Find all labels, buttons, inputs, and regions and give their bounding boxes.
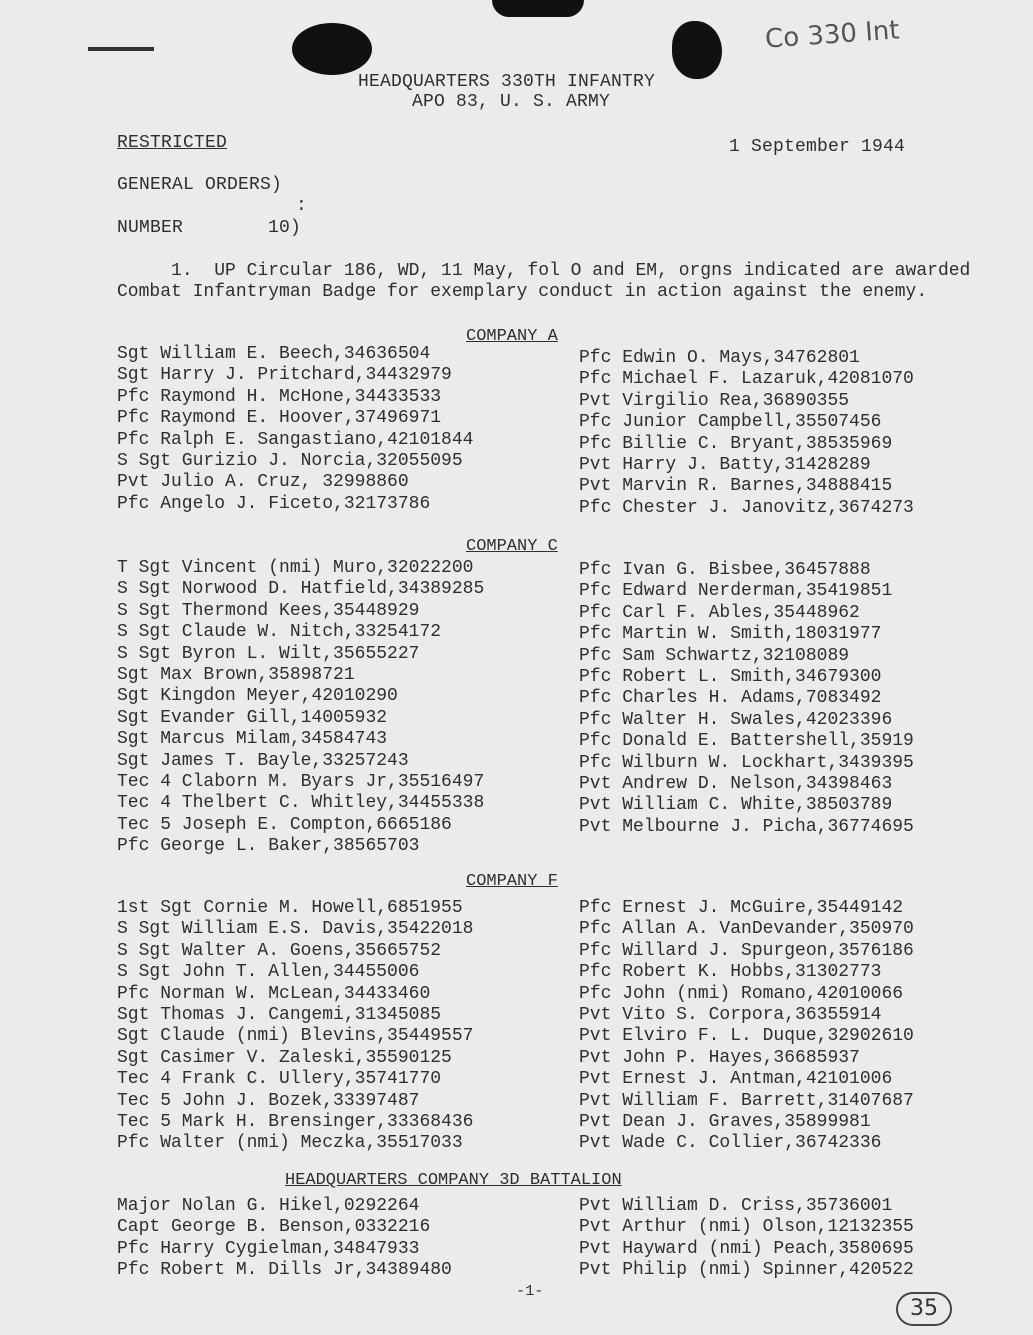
unit-heading: HEADQUARTERS 330TH INFANTRY xyxy=(358,72,656,92)
roster-entry: Pfc Edwin O. Mays,34762801 xyxy=(579,348,860,368)
roster-entry: Pfc Carl F. Ables,35448962 xyxy=(579,602,860,623)
company-f-right-list xyxy=(579,898,914,1155)
punch-hole-right xyxy=(672,21,722,79)
roster-entry: Sgt Max Brown,35898721 xyxy=(117,664,355,685)
roster-entry: Pfc Harry Cygielman,34847933 xyxy=(117,1238,420,1259)
roster-entry: Sgt Claude (nmi) Blevins,35449557 xyxy=(117,1026,474,1047)
roster-entry: Pvt Vito S. Corpora,36355914 xyxy=(579,1004,882,1025)
roster-entry: Pvt William C. White,38503789 xyxy=(579,795,893,816)
company-a-left-list xyxy=(117,344,473,515)
roster-entry: Pvt Harry J. Batty,31428289 xyxy=(579,454,871,475)
roster-entry: Pfc Robert K. Hobbs,31302773 xyxy=(579,962,882,983)
roster-entry: Pvt Elviro F. L. Duque,32902610 xyxy=(579,1026,914,1047)
page-number: -1- xyxy=(516,1283,544,1300)
roster-entry: Pvt Ernest J. Antman,42101006 xyxy=(579,1069,893,1090)
roster-entry: Tec 4 Claborn M. Byars Jr,35516497 xyxy=(117,771,485,792)
roster-entry: S Sgt Gurizio J. Norcia,32055095 xyxy=(117,450,463,471)
roster-entry: T Sgt Vincent (nmi) Muro,32022200 xyxy=(117,558,474,578)
roster-entry: S Sgt Norwood D. Hatfield,34389285 xyxy=(117,579,485,600)
roster-entry: Pfc Ralph E. Sangastiano,42101844 xyxy=(117,429,474,450)
roster-entry: S Sgt Byron L. Wilt,35655227 xyxy=(117,643,420,664)
roster-entry: Pfc Angelo J. Ficeto,32173786 xyxy=(117,493,431,514)
roster-entry: Pfc Ernest J. McGuire,35449142 xyxy=(579,898,904,918)
roster-entry: Pvt Andrew D. Nelson,34398463 xyxy=(579,773,893,794)
roster-entry: Pfc Ivan G. Bisbee,36457888 xyxy=(579,560,871,580)
roster-entry: Pfc George L. Baker,38565703 xyxy=(117,836,420,857)
roster-entry: Pfc Wilburn W. Lockhart,3439395 xyxy=(579,752,914,773)
hq-company-right-list xyxy=(579,1196,914,1282)
roster-entry: Pvt Wade C. Collier,36742336 xyxy=(579,1133,882,1154)
company-f-left-list xyxy=(117,898,473,1155)
roster-entry: Pfc Michael F. Lazaruk,42081070 xyxy=(579,369,914,390)
roster-entry: Pfc Donald E. Battershell,35919 xyxy=(579,731,914,752)
award-paragraph: 1. UP Circular 186, WD, 11 May, fol O and EM, orgns indicated are awarded Combat Infantryman Badge for exemplary conduct in action against the enemy. xyxy=(117,261,982,302)
roster-entry: Pfc Raymond H. McHone,34433533 xyxy=(117,386,442,407)
roster-entry: Pfc Willard J. Spurgeon,3576186 xyxy=(579,940,914,961)
roster-entry: Pfc Walter (nmi) Meczka,35517033 xyxy=(117,1133,463,1154)
roster-entry: Sgt James T. Bayle,33257243 xyxy=(117,750,409,771)
roster-entry: Pvt Hayward (nmi) Peach,3580695 xyxy=(579,1238,914,1259)
roster-entry: Pfc Chester J. Janovitz,3674273 xyxy=(579,497,914,518)
roster-entry: Pfc Junior Campbell,35507456 xyxy=(579,412,882,433)
ink-blot-top xyxy=(492,0,584,17)
roster-entry: Tec 4 Thelbert C. Whitley,34455338 xyxy=(117,793,485,814)
roster-entry: Pfc Edward Nerderman,35419851 xyxy=(579,581,893,602)
stamp-number: 35 xyxy=(896,1292,952,1326)
roster-entry: Pvt Dean J. Graves,35899981 xyxy=(579,1111,871,1132)
roster-entry: Sgt Kingdon Meyer,42010290 xyxy=(117,686,398,707)
classification-label: RESTRICTED xyxy=(117,133,228,153)
punch-hole-left xyxy=(292,23,372,75)
roster-entry: Pfc Billie C. Bryant,38535969 xyxy=(579,433,893,454)
handwritten-note: Co 330 Int xyxy=(764,15,901,55)
roster-entry: 1st Sgt Cornie M. Howell,6851955 xyxy=(117,898,463,918)
roster-entry: Sgt Harry J. Pritchard,34432979 xyxy=(117,365,452,386)
roster-entry: Pvt John P. Hayes,36685937 xyxy=(579,1047,860,1068)
roster-entry: Pfc Sam Schwartz,32108089 xyxy=(579,645,850,666)
roster-entry: Pfc Robert L. Smith,34679300 xyxy=(579,666,882,687)
roster-entry: S Sgt Walter A. Goens,35665752 xyxy=(117,940,442,961)
section-title-company-a: COMPANY A xyxy=(466,327,558,346)
section-title-company-f: COMPANY F xyxy=(466,872,558,891)
roster-entry: Pfc Charles H. Adams,7083492 xyxy=(579,688,882,709)
roster-entry: S Sgt William E.S. Davis,35422018 xyxy=(117,919,474,940)
roster-entry: Pfc Norman W. McLean,34433460 xyxy=(117,983,431,1004)
roster-entry: Sgt Evander Gill,14005932 xyxy=(117,707,388,728)
roster-entry: Pfc Raymond E. Hoover,37496971 xyxy=(117,408,442,429)
company-c-right-list xyxy=(579,560,914,838)
roster-entry: Pfc Allan A. VanDevander,350970 xyxy=(579,919,914,940)
roster-entry: Pvt Philip (nmi) Spinner,420522 xyxy=(579,1260,914,1281)
order-date: 1 September 1944 xyxy=(729,137,906,157)
roster-entry: Pvt Julio A. Cruz, 32998860 xyxy=(117,472,409,493)
roster-entry: Major Nolan G. Hikel,0292264 xyxy=(117,1196,420,1216)
roster-entry: Capt George B. Benson,0332216 xyxy=(117,1217,431,1238)
roster-entry: Pvt Virgilio Rea,36890355 xyxy=(579,390,850,411)
company-a-right-list xyxy=(579,348,914,519)
order-number-value: 10) xyxy=(268,218,302,238)
general-orders-label: GENERAL ORDERS) xyxy=(117,175,283,195)
roster-entry: S Sgt Thermond Kees,35448929 xyxy=(117,600,420,621)
roster-entry: Tec 5 John J. Bozek,33397487 xyxy=(117,1090,420,1111)
apo-heading: APO 83, U. S. ARMY xyxy=(412,92,611,112)
roster-entry: Sgt Thomas J. Cangemi,31345085 xyxy=(117,1004,442,1025)
order-number-label: NUMBER xyxy=(117,218,184,238)
order-separator: : xyxy=(296,196,308,216)
roster-entry: Pvt Marvin R. Barnes,34888415 xyxy=(579,476,893,497)
roster-entry: Pvt William D. Criss,35736001 xyxy=(579,1196,893,1216)
roster-entry: Sgt Casimer V. Zaleski,35590125 xyxy=(117,1047,452,1068)
hq-company-left-list xyxy=(117,1196,452,1282)
section-title-hq-company: HEADQUARTERS COMPANY 3D BATTALION xyxy=(285,1171,622,1190)
margin-mark xyxy=(88,47,154,51)
roster-entry: Sgt Marcus Milam,34584743 xyxy=(117,729,388,750)
roster-entry: Pfc Martin W. Smith,18031977 xyxy=(579,624,882,645)
roster-entry: Pvt William F. Barrett,31407687 xyxy=(579,1090,914,1111)
roster-entry: Pfc Walter H. Swales,42023396 xyxy=(579,709,893,730)
roster-entry: Pvt Arthur (nmi) Olson,12132355 xyxy=(579,1217,914,1238)
roster-entry: Tec 4 Frank C. Ullery,35741770 xyxy=(117,1069,442,1090)
company-c-left-list xyxy=(117,558,484,857)
roster-entry: Pvt Melbourne J. Picha,36774695 xyxy=(579,816,914,837)
roster-entry: Pfc John (nmi) Romano,42010066 xyxy=(579,983,904,1004)
roster-entry: Sgt William E. Beech,34636504 xyxy=(117,344,431,364)
roster-entry: Pfc Robert M. Dills Jr,34389480 xyxy=(117,1260,452,1281)
roster-entry: Tec 5 Joseph E. Compton,6665186 xyxy=(117,814,452,835)
section-title-company-c: COMPANY C xyxy=(466,537,558,556)
roster-entry: S Sgt John T. Allen,34455006 xyxy=(117,962,420,983)
roster-entry: S Sgt Claude W. Nitch,33254172 xyxy=(117,622,442,643)
roster-entry: Tec 5 Mark H. Brensinger,33368436 xyxy=(117,1111,474,1132)
